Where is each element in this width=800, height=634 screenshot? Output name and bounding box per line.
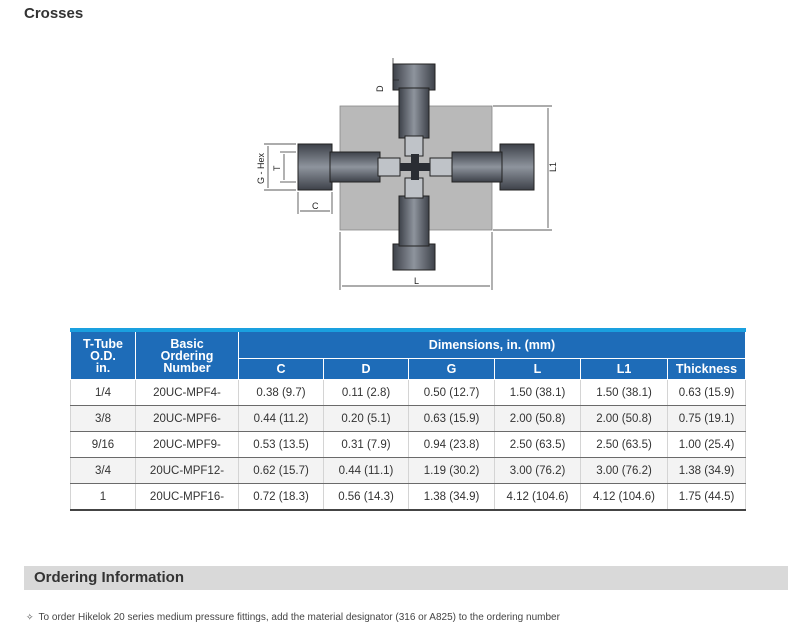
cell-tube-od: 3/4	[71, 458, 136, 484]
dimension-label-g-hex: G - Hex	[256, 152, 266, 184]
dimension-label-l: L	[414, 276, 420, 286]
cell-c: 0.44 (11.2)	[239, 406, 324, 432]
cell-tube-od: 3/8	[71, 406, 136, 432]
cell-l: 4.12 (104.6)	[495, 484, 581, 511]
column-header: L	[495, 359, 581, 380]
cell-l1: 1.50 (38.1)	[581, 380, 668, 406]
column-header: Thickness	[668, 359, 746, 380]
header-tube-od: T-Tube O.D. in.	[71, 330, 136, 380]
cell-l1: 3.00 (76.2)	[581, 458, 668, 484]
table-row	[71, 406, 746, 432]
table-row	[71, 484, 746, 511]
dimension-label-t: T	[272, 165, 282, 171]
cell-g: 0.50 (12.7)	[409, 380, 495, 406]
ordering-note	[26, 612, 560, 623]
cell-l: 3.00 (76.2)	[495, 458, 581, 484]
dimension-label-l1: L1	[548, 161, 558, 172]
cell-l1: 2.00 (50.8)	[581, 406, 668, 432]
cell-g: 0.63 (15.9)	[409, 406, 495, 432]
table-row	[71, 432, 746, 458]
cell-c: 0.38 (9.7)	[239, 380, 324, 406]
column-header: C	[239, 359, 324, 380]
column-header: G	[409, 359, 495, 380]
cell-ordering-number: 20UC-MPF16-	[136, 484, 239, 511]
cell-g: 1.19 (30.2)	[409, 458, 495, 484]
cell-l1: 2.50 (63.5)	[581, 432, 668, 458]
ordering-note-text: To order Hikelok 20 series medium pressure fittings, add the material designator (316 or A825) to the ordering number	[38, 612, 560, 623]
cell-d: 0.44 (11.1)	[324, 458, 409, 484]
cell-l1: 4.12 (104.6)	[581, 484, 668, 511]
cell-thickness: 0.75 (19.1)	[668, 406, 746, 432]
cell-ordering-number: 20UC-MPF4-	[136, 380, 239, 406]
cell-d: 0.20 (5.1)	[324, 406, 409, 432]
column-header: L1	[581, 359, 668, 380]
page-title: Crosses	[24, 5, 84, 22]
cell-ordering-number: 20UC-MPF12-	[136, 458, 239, 484]
dimension-label-c: C	[312, 201, 319, 211]
cell-thickness: 1.75 (44.5)	[668, 484, 746, 511]
header-basic-ordering-number: Basic Ordering Number	[136, 330, 239, 380]
cell-tube-od: 1	[71, 484, 136, 511]
cell-l: 2.50 (63.5)	[495, 432, 581, 458]
cell-ordering-number: 20UC-MPF6-	[136, 406, 239, 432]
cell-ordering-number: 20UC-MPF9-	[136, 432, 239, 458]
diamond-bullet-icon: ✧	[26, 612, 34, 622]
cell-c: 0.72 (18.3)	[239, 484, 324, 511]
cell-thickness: 0.63 (15.9)	[668, 380, 746, 406]
cell-c: 0.62 (15.7)	[239, 458, 324, 484]
cell-l: 1.50 (38.1)	[495, 380, 581, 406]
cell-tube-od: 1/4	[71, 380, 136, 406]
cell-d: 0.56 (14.3)	[324, 484, 409, 511]
cell-thickness: 1.38 (34.9)	[668, 458, 746, 484]
cell-tube-od: 9/16	[71, 432, 136, 458]
dimension-label-d: D	[375, 85, 385, 92]
cell-d: 0.31 (7.9)	[324, 432, 409, 458]
cell-g: 1.38 (34.9)	[409, 484, 495, 511]
column-header: D	[324, 359, 409, 380]
ordering-information-heading: Ordering Information	[24, 566, 788, 590]
table-row	[71, 380, 746, 406]
table-row	[71, 458, 746, 484]
header-dimensions: Dimensions, in. (mm)	[239, 330, 746, 359]
dimensions-table	[70, 328, 746, 511]
cross-fitting-drawing	[250, 58, 570, 290]
cell-thickness: 1.00 (25.4)	[668, 432, 746, 458]
cell-l: 2.00 (50.8)	[495, 406, 581, 432]
cell-d: 0.11 (2.8)	[324, 380, 409, 406]
cell-c: 0.53 (13.5)	[239, 432, 324, 458]
cell-g: 0.94 (23.8)	[409, 432, 495, 458]
